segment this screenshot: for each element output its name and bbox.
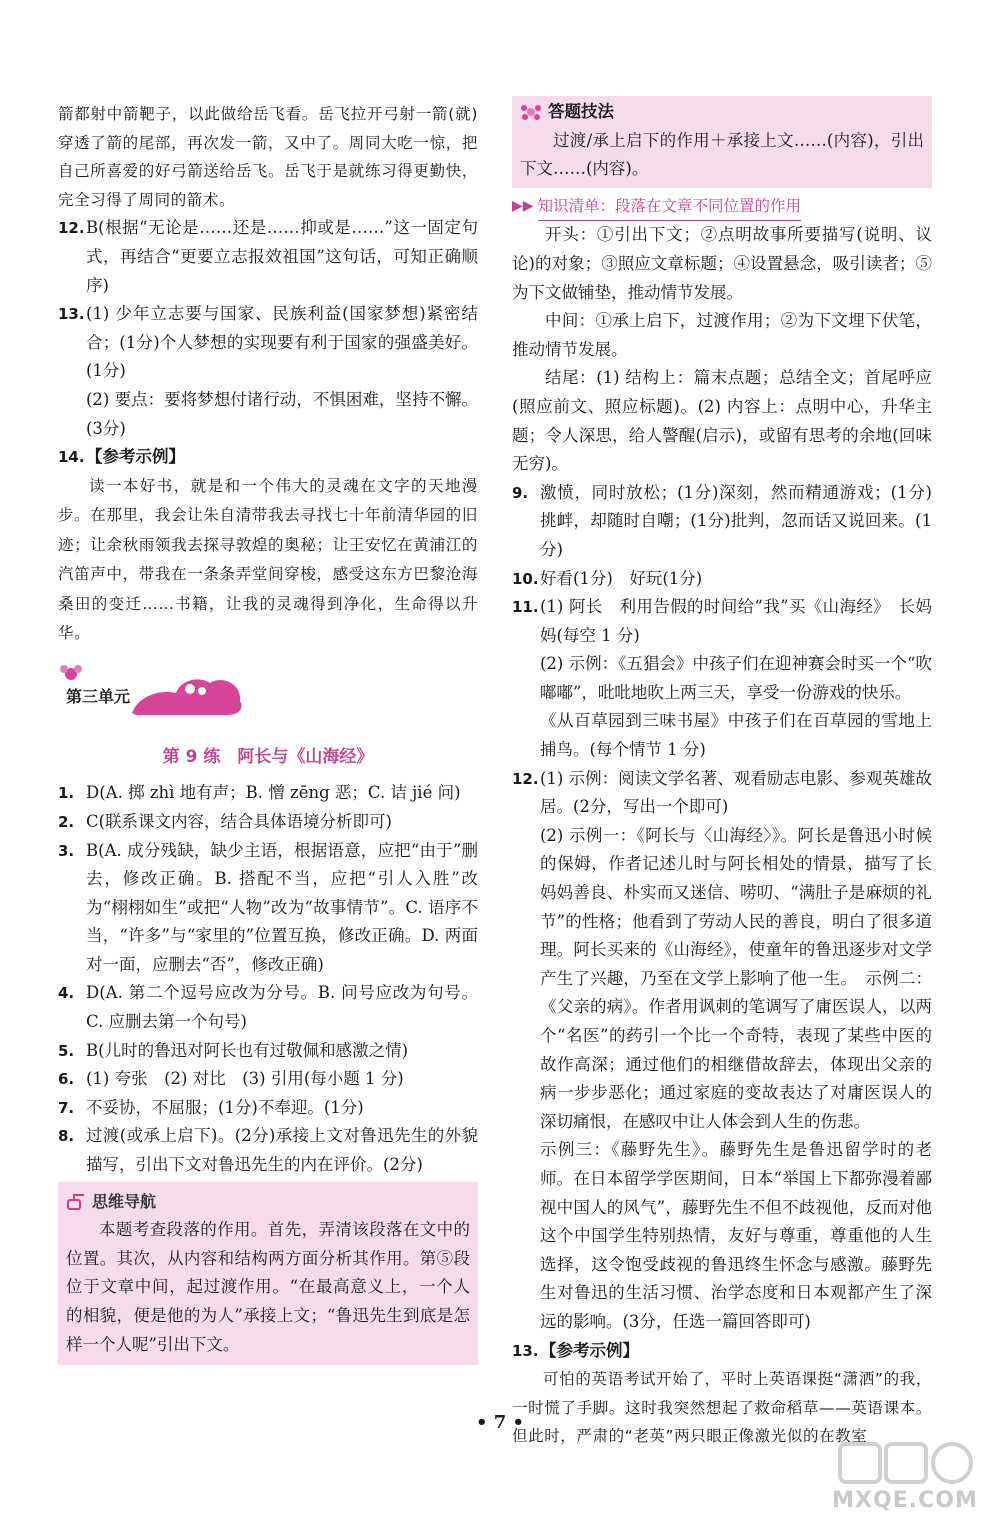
answer-number: 6. [58,1070,75,1089]
answer-text: D(A. 掷 zhì 地有声；B. 憎 zēng 恶；C. 诘 jié 问) [86,783,461,803]
answer-number: 2. [58,812,75,831]
unit-header [58,661,478,731]
answer-item [58,1094,478,1123]
answer-number: 8. [58,1127,75,1146]
tips-header: 答题技法 [520,98,924,127]
answer-9: 9. 激愤，同时放松；(1分)深刻，然而精通游戏；(1分)挑衅，却随时自嘲；(1分)批判，忽而话又说回来。(1分) [512,482,932,559]
knowledge-p3: 结尾：(1) 结构上：篇末点题；总结全文；首尾呼应(照应前文、照应标题)。(2) 内容上：点明中心，升华主题；令人深思，给人警醒(启示)，或留有思考的余地(回味无穷)。 [512,368,932,474]
knowledge-p2: 中间：①承上启下，过渡作用；②为下文埋下伏笔，推动情节发展。 [512,311,932,359]
essay-sample-right: 可怕的英语考试开始了，平时上英语课挺“潇洒”的我，一时慌了手脚。这时我突然想起了救命稻草——英语课本。但此时，严肃的“老英”两只眼正像激光似的在教室 [512,1370,932,1446]
answer-number: 3. [58,841,75,860]
unit-title: 第三单元 [66,686,131,706]
answer-number: 7. [58,1098,75,1117]
double-arrow-icon: ▶▶ [512,198,534,215]
answer-text: D(A. 第二个逗号应改为分号。B. 问号应改为句号。C. 应删去第一个句号) [86,983,478,1032]
think-box-header: 思维导航 [66,1188,470,1217]
answer-10: 10. 好看(1分) 好玩(1分) [512,568,703,588]
page-number: • 7 • [475,1412,525,1433]
hand-pointer-icon [66,1193,86,1211]
answer-text: 不妥协，不屈服；(1分)不奉迎。(1分) [86,1097,364,1117]
knowledge-header: ▶▶ 知识清单：段落在文章不同位置的作用 [512,192,932,222]
answer-item [58,779,478,808]
essay-sample: 读一本好书，就是和一个伟大的灵魂在文字的天地漫步。在那里，我会让朱自清带我去寻找七十年前清华园的旧迹；让余秋雨领我去探寻敦煌的奥秘；让王安忆在黄浦江的汽笛声中，带我在一条条弄堂间穿梭，感受这东方巴黎沧海桑田的变迁……书籍，让我的灵魂得到净化，生命得以升华。 [58,476,478,643]
answer-item [58,979,478,1036]
answer-number: 4. [58,984,75,1003]
lesson-title: 第 9 练 阿长与《山海经》 [162,746,374,767]
knowledge-p1: 开头：①引出下文；②点明故事所要描写(说明、议论)的对象；③照应文章标题；④设置悬念，吸引读者；⑤为下文做铺垫，推动情节发展。 [512,225,932,302]
think-box-text: 本题考查段落的作用。首先，弄清该段落在文中的位置。其次，从内容和结构两方面分析其作用。第⑤段位于文章中间，起过渡作用。“在最高意义上，一个人的相貌，便是他的为人”承接上文；“鲁迅先生到底是怎样一个人呢”引出下文。 [66,1220,470,1354]
answer-13-right: 13. 【参考示例】 [512,1340,639,1360]
answer-text: B(A. 成分残缺，缺少主语，根据语意，应把“由于”删去，修改正确。B. 搭配不当，应把“引人入胜”改为“栩栩如生”或把“人物”改为“故事情节”。C. 语序不当，“许多”与“家里的”位置互换，修改正确。D. 两面对一面，应删去“否”，修改正确) [86,840,478,974]
answer-12-right: 12. (1) 示例：阅读文学名著、观看励志电影、参观英雄故居。(2分，写出一个即可) (2) 示例一：《阿长与〈山海经〉》。阿长是鲁迅小时候的保姆，作者记述儿时与阿长相处的情景，描写了长妈妈善良、朴实而又迷信、唠叨、“满肚子是麻烦的礼节”的性格；他看到了劳动人民的善良，明白了很多道理。阿长买来的《山海经》，使童年的鲁迅逐步对文学产生了兴趣，乃至在文学上影响了他一生。 示例二：《父亲的病》。作者用讽刺的笔调写了庸医误人，以两个“名医”的药引一个比一个奇特，表现了某些中医的故作高深；通过他们的相继借故辞去，体现出父亲的病一步步恶化；通过家庭的变故表达了对庸医误人的深切痛恨，在感叹中让人体会到人生的伤悲。 示例三：《藤野先生》。藤野先生是鲁迅留学时的老师。在日本留学学医期间，日本“举国上下都弥漫着鄙视中国人的风气”，藤野先生不但不歧视他，反而对他这个中国学生特别热情，友好与尊重，尊重他的人生选择，这令饱受歧视的鲁迅终生怀念与感激。藤野先生对鲁迅的生活习惯、治学态度和日本观都产生了深远的影响。(3分，任选一篇回答即可) [512,768,932,1331]
watermark-logo [820,1440,990,1515]
answer-14: 14. 【参考示例】 [58,447,185,467]
answer-12: 12. B(根据“无论是……还是……抑或是……”这一固定句式，再结合“更要立志报效祖国”这句话，可知正确顺序) [58,218,478,295]
cloud-blob-icon [128,667,246,717]
answers-list [58,779,478,1179]
tips-text: 过渡/承上启下的作用＋承接上文……(内容)，引出下文……(内容)。 [520,130,924,179]
answer-text: B(儿时的鲁迅对阿长也有过敬佩和感激之情) [86,1040,408,1060]
answer-number: 1. [58,784,75,803]
answer-item [58,1122,478,1179]
answer-stamp-icon [820,1440,990,1490]
answer-text: C(联系课文内容，结合具体语境分析即可) [86,811,392,831]
answer-11: 11. (1) 阿长 利用告假的时间给“我”买《山海经》 长妈妈(每空 1 分) (2) 示例：《五猖会》中孩子们在迎神赛会时买一个“吹嘟嘟”，吡吡地吹上两三天，享受一份游戏的快乐。 《从百草园到三味书屋》中孩子们在百草园的雪地上捕鸟。(每个情节 1 分) [512,597,932,760]
watermark-text: MXQE.COM [832,1488,978,1513]
tips-box [512,96,932,188]
answer-text: (1) 夸张 (2) 对比 (3) 引用(每小题 1 分) [86,1069,404,1089]
answer-item [58,1037,478,1066]
think-box [58,1182,478,1366]
continued-paragraph: 箭都射中箭靶子，以此做给岳飞看。岳飞拉开弓射一箭(就)穿透了箭的尾部，再次发一箭，又中了。周同大吃一惊，把自己所喜爱的好弓箭送给岳飞。岳飞于是就练习得更勤快，完全习得了周同的箭术。 [58,105,478,209]
answer-item [58,1065,478,1094]
answer-text: 过渡(或承上启下)。(2分)承接上文对鲁迅先生的外貌描写，引出下文对鲁迅先生的内在评价。(2分) [86,1126,478,1175]
answer-item [58,808,478,837]
flower-badge-icon [520,102,542,122]
left-column [58,100,478,1369]
answer-13: 13. (1) 少年立志要与国家、民族利益(国家梦想)紧密结合；(1分)个人梦想的实现要有利于国家的强盛美好。(1分) (2) 要点：要将梦想付诸行动，不惧困难，坚持不懈。(3分) [58,304,478,438]
answer-item [58,837,478,980]
answer-number: 5. [58,1041,75,1060]
right-column [512,100,932,1451]
